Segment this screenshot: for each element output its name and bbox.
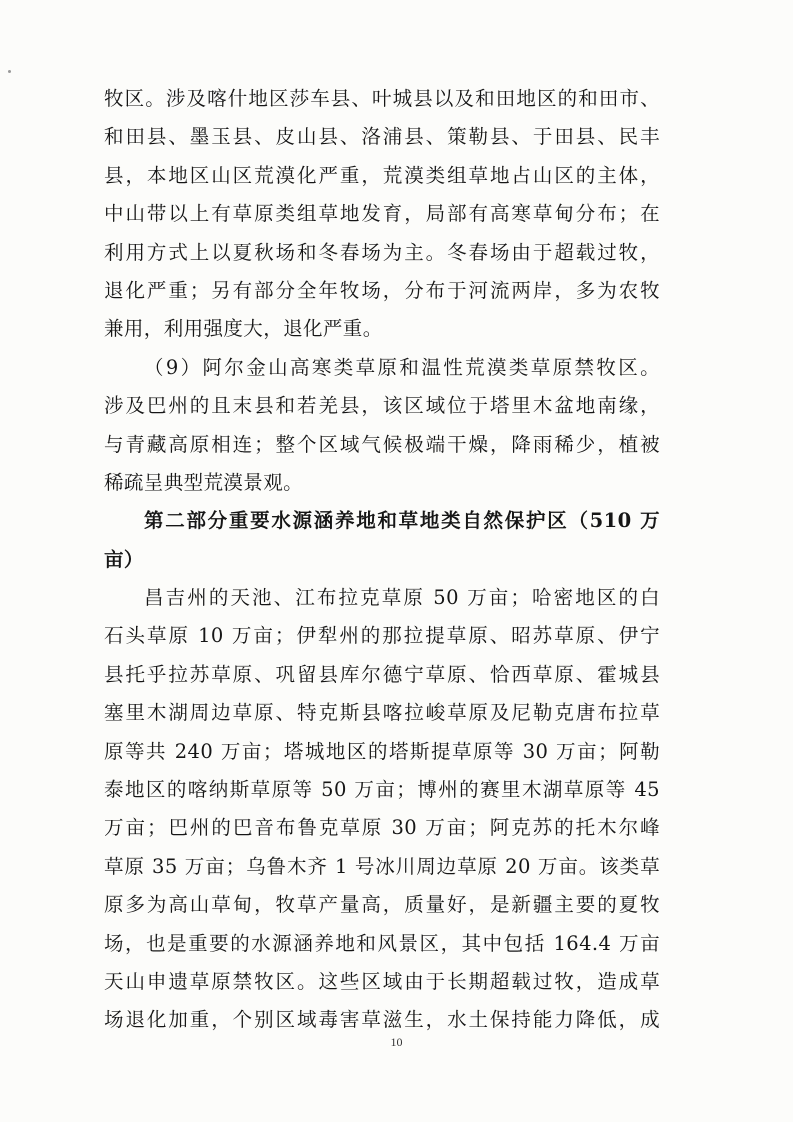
text-line: 利用方式上以夏秋场和冬春场为主。冬春场由于超载过牧， [104,240,660,264]
part-heading-line: 亩） [104,547,144,571]
text-line: 县，本地区山区荒漠化严重，荒漠类组草地占山区的主体， [104,163,660,187]
text-line: 场退化加重，个别区域毒害草滋生，水土保持能力降低，成 [104,1008,660,1032]
text-line: 与青藏高原相连；整个区域气候极端干燥，降雨稀少，植被 [104,432,660,456]
text-line: 稀疏呈典型荒漠景观。 [104,470,304,494]
text-line: 退化严重；另有部分全年牧场，分布于河流两岸，多为农牧 [104,278,660,302]
text-line: 塞里木湖周边草原、特克斯县喀拉峻草原及尼勒克唐布拉草 [104,701,660,725]
text-line: 县托乎拉苏草原、巩留县库尔德宁草原、恰西草原、霍城县 [104,662,660,686]
text-line: 昌吉州的天池、江布拉克草原 50 万亩；哈密地区的白 [144,586,660,610]
text-line: 兼用，利用强度大，退化严重。 [104,317,383,341]
text-line: 原等共 240 万亩；塔城地区的塔斯提草原等 30 万亩；阿勒 [104,739,660,763]
text-line: 和田县、墨玉县、皮山县、洛浦县、策勒县、于田县、民丰 [104,125,660,149]
text-line: 场，也是重要的水源涵养地和风景区，其中包括 164.4 万亩 [104,931,660,955]
text-line: 中山带以上有草原类组草地发育，局部有高寒草甸分布；在 [104,202,660,226]
text-line: 牧区。涉及喀什地区莎车县、叶城县以及和田地区的和田市、 [104,87,660,110]
part-heading-line: 第二部分重要水源涵养地和草地类自然保护区（510 万 [144,509,660,533]
text-line: 涉及巴州的且末县和若羌县，该区域位于塔里木盆地南缘， [104,394,660,418]
section-heading-line: （9）阿尔金山高寒类草原和温性荒漠类草原禁牧区。 [144,355,660,379]
body-text [104,80,660,1040]
text-line: 草原 35 万亩；乌鲁木齐 1 号冰川周边草原 20 万亩。该类草 [104,854,660,878]
scan-dot [8,70,11,73]
text-line: 天山申遗草原禁牧区。这些区域由于长期超载过牧，造成草 [104,969,660,993]
page-number: 10 [390,1035,403,1049]
text-line: 泰地区的喀纳斯草原等 50 万亩；博州的赛里木湖草原等 45 [104,778,660,802]
text-line: 石头草原 10 万亩；伊犁州的那拉提草原、昭苏草原、伊宁 [104,624,660,648]
text-line: 万亩；巴州的巴音布鲁克草原 30 万亩；阿克苏的托木尔峰 [104,816,660,840]
text-line: 原多为高山草甸，牧草产量高，质量好，是新疆主要的夏牧 [104,893,660,917]
